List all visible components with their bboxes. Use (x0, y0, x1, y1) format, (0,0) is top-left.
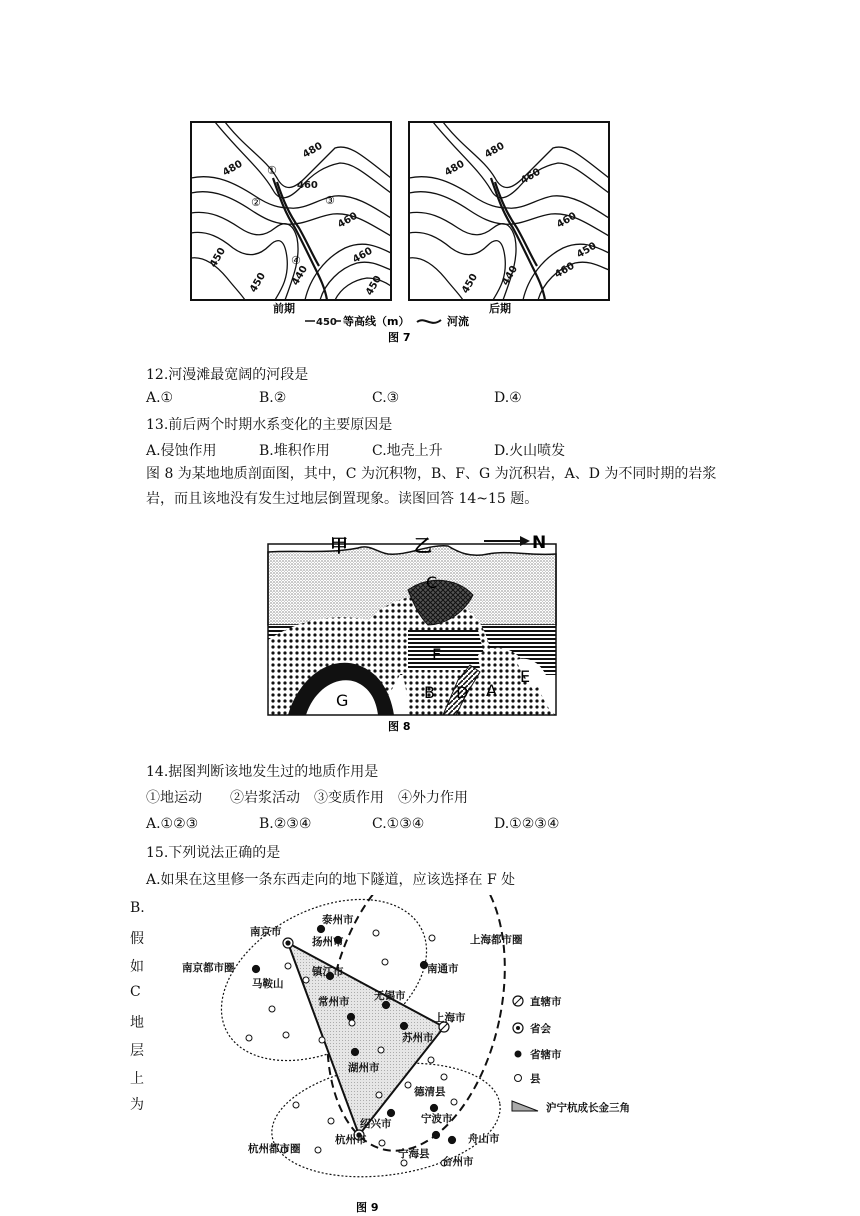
fig9-legend (512, 995, 630, 1114)
svg-text:460: 460 (297, 180, 318, 191)
svg-text:台州市: 台州市 (442, 1156, 474, 1168)
svg-text:等高线（m）: 等高线（m） (343, 315, 410, 328)
svg-text:460: 460 (555, 210, 579, 231)
fig8-yi: 乙 (414, 536, 432, 557)
q14-option-b[interactable]: B.②③④ (259, 816, 312, 832)
question-13: 13.前后两个时期水系变化的主要原因是 (146, 417, 393, 433)
svg-text:上海市: 上海市 (434, 1012, 466, 1024)
intro-figure-8-line-2: 岩，而且该地没有发生过地层倒置现象。读图回答 14~15 题。 (146, 491, 539, 507)
fig8-caption: 图 8 (388, 720, 411, 733)
svg-text:450: 450 (460, 271, 481, 296)
fig8-label-g: G (336, 691, 349, 710)
q12-option-c[interactable]: C.③ (372, 390, 400, 406)
q12-option-a[interactable]: A.① (146, 390, 174, 406)
fig8-label-e: E (520, 667, 531, 686)
question-15: 15.下列说法正确的是 (146, 845, 281, 861)
fig8-label-d: D (456, 683, 469, 702)
svg-text:湖州市: 湖州市 (348, 1062, 380, 1074)
q13-option-d[interactable]: D.火山喷发 (494, 443, 566, 459)
svg-text:450: 450 (364, 273, 385, 298)
svg-text:460: 460 (519, 166, 543, 187)
svg-text:常州市: 常州市 (318, 996, 350, 1008)
svg-text:苏州市: 苏州市 (402, 1032, 434, 1044)
q14-option-a[interactable]: A.①②③ (146, 816, 199, 832)
svg-text:杭州市: 杭州市 (335, 1134, 367, 1146)
figure-9-city-map (176, 895, 676, 1215)
marker-1: ① (267, 164, 277, 177)
svg-text:460: 460 (351, 245, 375, 266)
svg-text:450: 450 (575, 240, 599, 261)
svg-text:马鞍山: 马鞍山 (252, 978, 284, 990)
svg-text:省会: 省会 (530, 1023, 551, 1035)
q15-option-a[interactable]: A.如果在这里修一条东西走向的地下隧道，应该选择在 F 处 (146, 872, 516, 888)
svg-text:河流: 河流 (447, 315, 469, 328)
q13-option-a[interactable]: A.侵蚀作用 (146, 443, 217, 459)
contour-map-late (409, 122, 609, 315)
q14-option-d[interactable]: D.①②③④ (494, 816, 560, 832)
svg-text:直辖市: 直辖市 (530, 996, 562, 1008)
fig7-caption: 图 7 (388, 331, 411, 344)
svg-text:宁波市: 宁波市 (421, 1113, 453, 1125)
marker-4: ④ (291, 254, 301, 267)
svg-text:450: 450 (248, 270, 269, 295)
svg-text:镇江市: 镇江市 (312, 966, 344, 978)
svg-text:480: 480 (221, 158, 245, 179)
fig7-legend (305, 314, 469, 344)
q12-option-b[interactable]: B.② (259, 390, 287, 406)
fig8-label-c: C (426, 573, 438, 592)
svg-text:绍兴市: 绍兴市 (360, 1118, 392, 1130)
svg-text:省辖市: 省辖市 (530, 1049, 562, 1061)
svg-text:480: 480 (483, 140, 507, 161)
svg-text:440: 440 (290, 263, 311, 288)
question-14: 14.据图判断该地发生过的地质作用是 (146, 764, 379, 780)
fig9-caption: 图 9 (356, 1201, 379, 1214)
svg-text:舟山市: 舟山市 (468, 1133, 500, 1145)
q14-statements: ①地运动 ②岩浆活动 ③变质作用 ④外力作用 (146, 790, 468, 806)
fig8-label-b: B (424, 683, 435, 702)
q13-option-c[interactable]: C.地壳上升 (372, 443, 443, 459)
figure-8-geologic-section (258, 530, 568, 735)
svg-text:450: 450 (208, 245, 229, 270)
question-12: 12.河漫滩最宽阔的河段是 (146, 367, 309, 383)
svg-text:480: 480 (443, 158, 467, 179)
svg-text:480: 480 (301, 140, 325, 161)
marker-2: ② (251, 196, 261, 209)
svg-text:460: 460 (553, 260, 577, 281)
svg-text:德清县: 德清县 (414, 1086, 446, 1098)
q13-option-b[interactable]: B.堆积作用 (259, 443, 330, 459)
fig8-jia: 甲 (330, 536, 348, 557)
figure-7-contour-maps (185, 118, 615, 348)
fig8-label-f: F (432, 645, 442, 664)
marker-3: ③ (325, 194, 335, 207)
svg-text:450: 450 (316, 317, 337, 328)
fig8-north: N (532, 533, 547, 553)
svg-text:泰州市: 泰州市 (322, 914, 354, 926)
label-nanjing-circle: 南京都市圈 (182, 962, 235, 974)
svg-text:无锡市: 无锡市 (374, 990, 406, 1002)
svg-text:南京市: 南京市 (250, 926, 282, 938)
label-shanghai-circle: 上海都市圈 (470, 934, 523, 946)
svg-text:扬州市: 扬州市 (312, 936, 344, 948)
svg-text:县: 县 (530, 1073, 541, 1085)
fig7-left-label: 前期 (273, 302, 295, 315)
svg-text:440: 440 (500, 263, 521, 288)
svg-text:沪宁杭成长金三角: 沪宁杭成长金三角 (546, 1102, 630, 1114)
svg-text:南通市: 南通市 (427, 963, 459, 975)
svg-text:宁海县: 宁海县 (398, 1148, 430, 1160)
contour-map-early (191, 122, 391, 315)
label-hangzhou-circle: 杭州都市圈 (248, 1143, 301, 1155)
fig8-label-a: A (486, 681, 497, 700)
svg-text:460: 460 (336, 210, 360, 231)
q12-option-d[interactable]: D.④ (494, 390, 522, 406)
intro-figure-8-line-1: 图 8 为某地地质剖面图，其中，C 为沉积物，B、F、G 为沉积岩，A、D 为不同时期的岩浆 (146, 466, 717, 482)
q14-option-c[interactable]: C.①③④ (372, 816, 425, 832)
fig7-right-label: 后期 (489, 302, 511, 315)
